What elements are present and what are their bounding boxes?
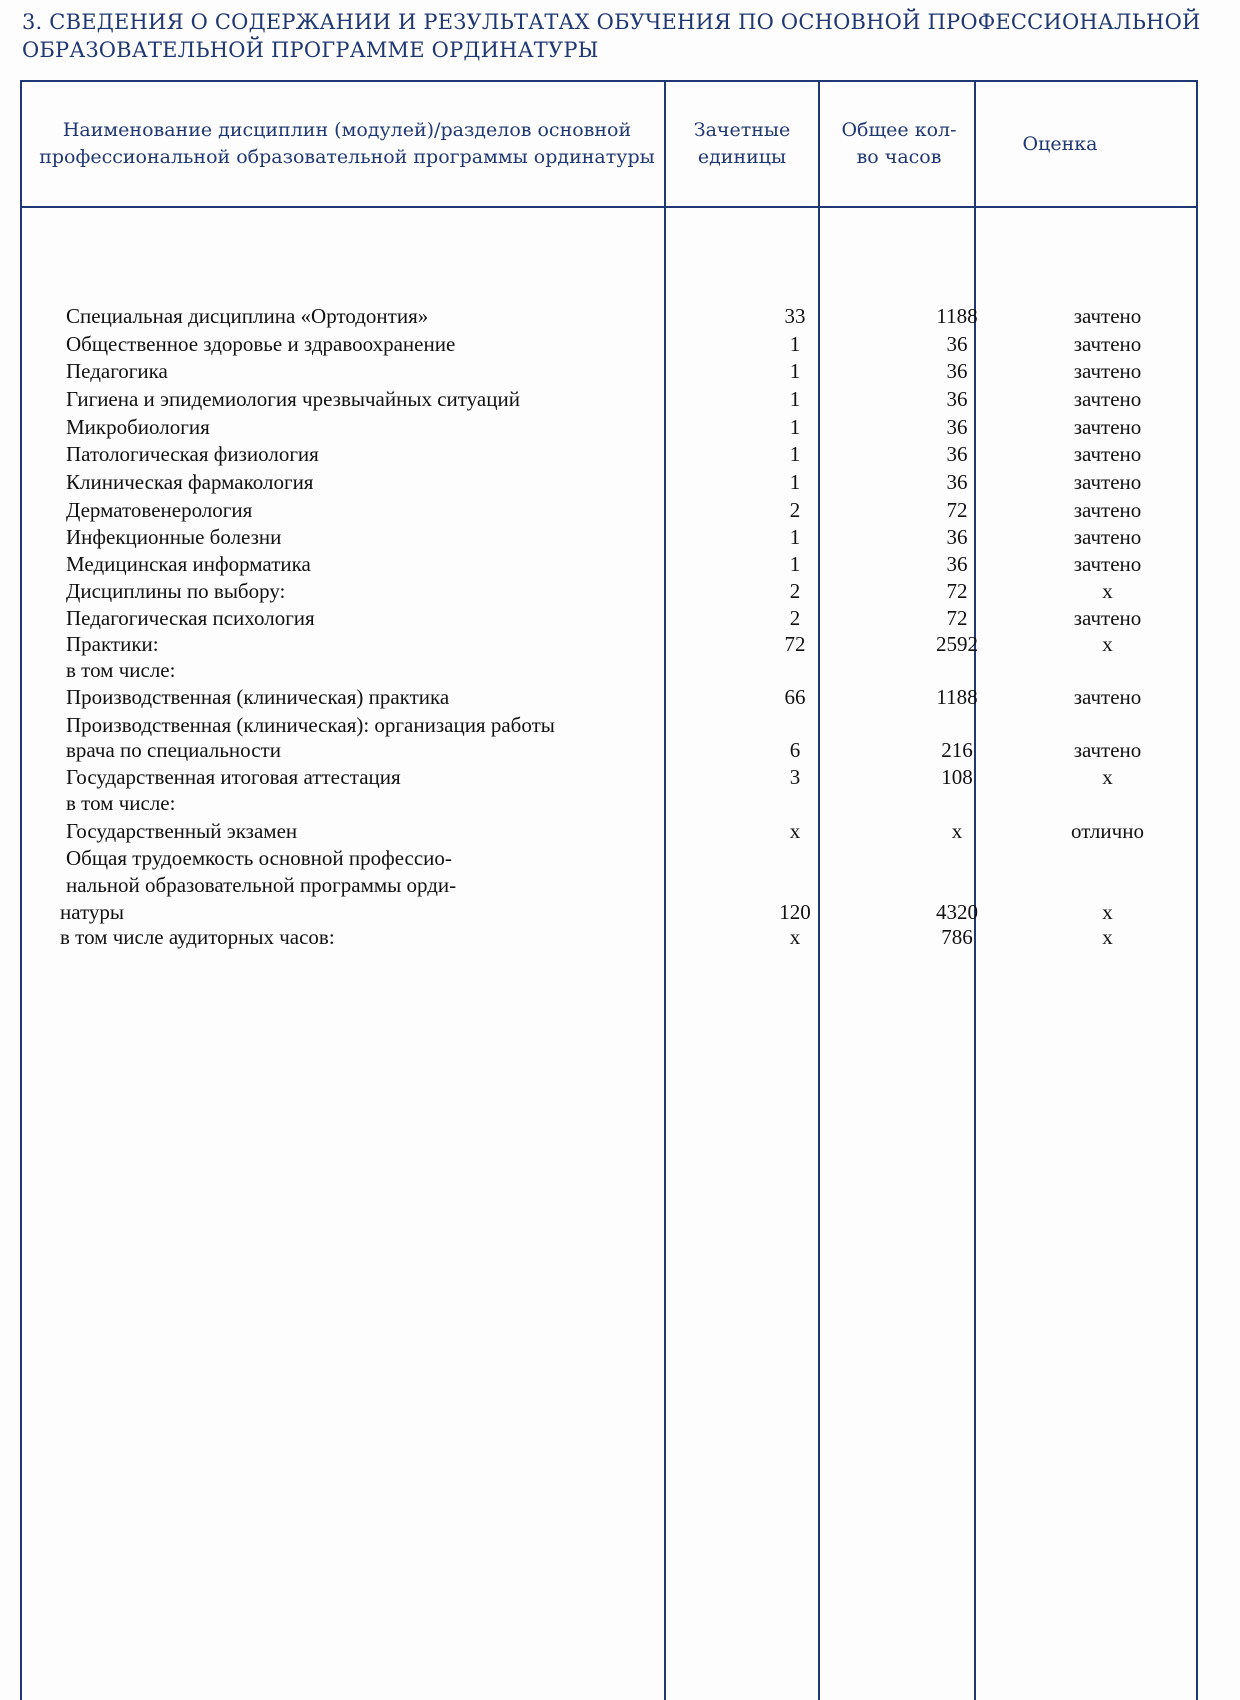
row-hours: 72: [946, 498, 968, 522]
row-credits: 1: [789, 470, 801, 494]
table-row: [0, 657, 1240, 683]
row-grade: зачтено: [1073, 470, 1142, 494]
row-credits: 1: [789, 359, 801, 383]
row-name: Патологическая физиология: [66, 442, 319, 466]
row-hours: 36: [946, 359, 968, 383]
row-grade: зачтено: [1073, 304, 1142, 328]
row-hours: 36: [946, 552, 968, 576]
row-grade: зачтено: [1073, 738, 1142, 762]
title-line-1: 3. СВЕДЕНИЯ О СОДЕРЖАНИИ И РЕЗУЛЬТАТАХ ОБУЧЕНИЯ ПО ОСНОВНОЙ ПРОФЕССИОНАЛЬНОЙ: [22, 10, 1201, 34]
row-grade: зачтено: [1073, 415, 1142, 439]
table-row: [0, 441, 1240, 467]
row-hours: 72: [946, 579, 968, 603]
row-credits: 1: [789, 387, 801, 411]
table-row: [0, 358, 1240, 384]
row-hours: 36: [946, 525, 968, 549]
row-name: Медицинская информатика: [66, 552, 311, 576]
row-credits: x: [789, 819, 801, 843]
row-grade: зачтено: [1073, 606, 1142, 630]
header-divider: [22, 206, 1196, 208]
row-credits: x: [789, 925, 801, 949]
row-credits: 1: [789, 442, 801, 466]
row-grade: зачтено: [1073, 552, 1142, 576]
row-name: врача по специальности: [66, 738, 281, 762]
table-row: [0, 631, 1240, 657]
row-name: Гигиена и эпидемиология чрезвычайных ситуаций: [66, 387, 520, 411]
row-hours: 108: [941, 765, 973, 789]
row-grade: x: [1102, 765, 1113, 789]
row-name: натуры: [60, 900, 125, 924]
row-hours: x: [951, 819, 963, 843]
page-title: [22, 8, 1212, 64]
table-row: [0, 818, 1240, 844]
row-name: Производственная (клиническая) практика: [66, 685, 450, 709]
row-name: Специальная дисциплина «Ортодонтия»: [66, 304, 429, 328]
row-hours: 36: [946, 415, 968, 439]
table-row: [0, 331, 1240, 357]
row-grade: зачтено: [1073, 525, 1142, 549]
row-grade: зачтено: [1073, 387, 1142, 411]
table-row: [0, 551, 1240, 577]
row-hours: 1188: [936, 685, 978, 709]
row-grade: отлично: [1071, 819, 1144, 843]
table-row: [0, 497, 1240, 523]
row-hours: 2592: [936, 632, 978, 656]
row-grade: x: [1102, 632, 1113, 656]
table-row: [0, 469, 1240, 495]
row-grade: зачтено: [1073, 359, 1142, 383]
row-name: Микробиология: [66, 415, 210, 439]
row-name: Педагогика: [66, 359, 168, 383]
table-row: [0, 712, 1240, 738]
table-row: [0, 872, 1240, 898]
table-row: [0, 578, 1240, 604]
row-hours: 36: [946, 470, 968, 494]
row-name: Общая трудоемкость основной профессио-: [66, 846, 452, 870]
table-row: [0, 386, 1240, 412]
row-name: Практики:: [66, 632, 159, 656]
row-hours: 1188: [936, 304, 978, 328]
row-credits: 1: [789, 552, 801, 576]
table-row: [0, 605, 1240, 631]
row-credits: 3: [789, 765, 801, 789]
row-hours: 36: [946, 387, 968, 411]
row-credits: 1: [789, 415, 801, 439]
row-hours: 786: [941, 925, 973, 949]
header-discipline-name: Наименование дисциплин (модулей)/разделов основной профессиональной образовательной программы ординатуры: [39, 119, 655, 168]
row-credits: 120: [779, 900, 811, 924]
row-name: Дисциплины по выбору:: [66, 579, 286, 603]
row-name: Клиническая фармакология: [66, 470, 314, 494]
table-row: [0, 764, 1240, 790]
header-grade: Оценка: [1022, 132, 1098, 155]
table-row: [0, 899, 1240, 925]
row-name: нальной образовательной программы орди-: [66, 873, 457, 897]
table-row: [0, 845, 1240, 871]
row-grade: x: [1102, 925, 1113, 949]
row-credits: 2: [789, 606, 801, 630]
row-name: Государственная итоговая аттестация: [66, 765, 401, 789]
header-hours: Общее кол-во часов: [841, 119, 957, 168]
row-name: в том числе:: [66, 791, 176, 815]
table-row: [0, 414, 1240, 440]
row-name: Общественное здоровье и здравоохранение: [66, 332, 456, 356]
row-name: Государственный экзамен: [66, 819, 298, 843]
row-grade: x: [1102, 900, 1113, 924]
row-hours: 72: [946, 606, 968, 630]
row-name: Дерматовенерология: [66, 498, 253, 522]
row-name: Производственная (клиническая): организация работы: [66, 713, 555, 737]
row-hours: 216: [941, 738, 973, 762]
row-hours: 4320: [936, 900, 978, 924]
header-credits: Зачетные единицы: [693, 119, 791, 168]
row-grade: зачтено: [1073, 332, 1142, 356]
row-name: в том числе:: [66, 658, 176, 682]
row-grade: зачтено: [1073, 498, 1142, 522]
row-credits: 2: [789, 579, 801, 603]
table-row: [0, 684, 1240, 710]
row-hours: 36: [946, 442, 968, 466]
row-name: Педагогическая психология: [66, 606, 315, 630]
table-row: [0, 524, 1240, 550]
row-grade: зачтено: [1073, 442, 1142, 466]
row-grade: x: [1102, 579, 1113, 603]
row-credits: 1: [789, 332, 801, 356]
table-row: [0, 924, 1240, 950]
row-credits: 2: [789, 498, 801, 522]
row-grade: зачтено: [1073, 685, 1142, 709]
row-credits: 72: [784, 632, 806, 656]
row-credits: 1: [789, 525, 801, 549]
row-credits: 6: [789, 738, 801, 762]
title-line-2: ОБРАЗОВАТЕЛЬНОЙ ПРОГРАММЕ ОРДИНАТУРЫ: [22, 38, 599, 62]
table-row: [0, 737, 1240, 763]
row-name: Инфекционные болезни: [66, 525, 282, 549]
table-row: [0, 790, 1240, 816]
row-name: в том числе аудиторных часов:: [60, 925, 335, 949]
table-row: [0, 303, 1240, 329]
row-hours: 36: [946, 332, 968, 356]
row-credits: 66: [784, 685, 806, 709]
row-credits: 33: [784, 304, 806, 328]
